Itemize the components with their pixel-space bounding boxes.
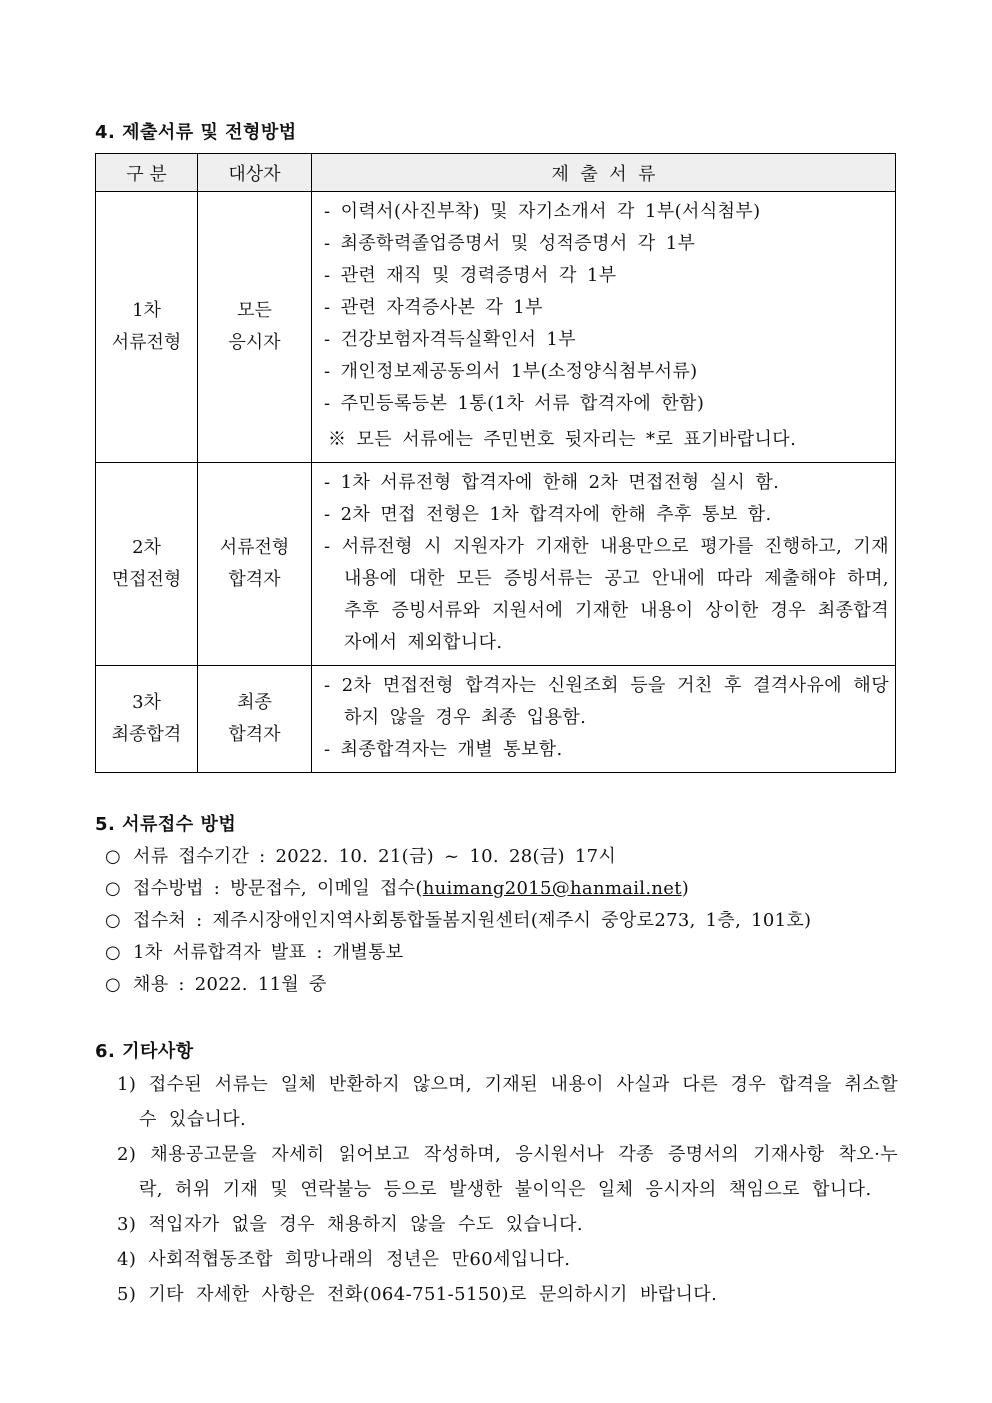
stage-label: 2차: [132, 537, 161, 558]
documents-cell: [312, 463, 896, 666]
stage-cell: [96, 463, 198, 666]
document-item: - 서류전형 시 지원자가 기재한 내용만으로 평가를 진행하고, 기재 내용에 대한 모든 증빙서류는 공고 안내에 따라 제출해야 하며, 추후 증빙서류와 지원서에 기재한 내용이 상이한 경우 최종합격자에서 제외합니다.: [324, 536, 889, 653]
list-item: 5) 기타 자세한 사항은 전화(064-751-5150)로 문의하시기 바랍니다.: [117, 1284, 718, 1305]
document-item: - 이력서(사진부착) 및 자기소개서 각 1부(서식첨부): [324, 201, 761, 222]
target-label: 응시자: [228, 332, 281, 353]
target-cell: [198, 463, 312, 666]
list-item-text: 서류 접수기간 : 2022. 10. 21(금) ~ 10. 28(금) 17시: [133, 846, 617, 867]
list-item: 4) 사회적협동조합 희망나래의 정년은 만60세입니다.: [117, 1249, 571, 1270]
target-label: 합격자: [228, 569, 281, 590]
document-item: - 최종합격자는 개별 통보함.: [324, 739, 563, 760]
target-label: 서류전형: [219, 537, 290, 558]
document-item: - 2차 면접 전형은 1차 합격자에 한해 추후 통보 함.: [324, 504, 772, 525]
table-header-row: [96, 154, 896, 192]
stage-cell: [96, 666, 198, 773]
target-label: 모든: [237, 300, 272, 321]
list-item: 3) 적입자가 없을 경우 채용하지 않을 수도 있습니다.: [117, 1214, 584, 1235]
table-row-stage1: [96, 192, 896, 463]
circle-bullet-icon: ○: [105, 910, 122, 931]
document-item: - 관련 자격증사본 각 1부: [324, 297, 543, 318]
list-item: [105, 905, 811, 937]
circle-bullet-icon: ○: [105, 942, 122, 963]
target-cell: [198, 666, 312, 773]
documents-table: [95, 153, 896, 773]
document-item: - 개인정보제공동의서 1부(소정양식첨부서류): [324, 361, 698, 382]
header-category: 구 분: [96, 154, 198, 192]
list-item-text: 1차 서류합격자 발표 : 개별통보: [133, 942, 404, 963]
header-documents: 제 출 서 류: [312, 154, 896, 192]
document-item: - 주민등록등본 1통(1차 서류 합격자에 한함): [324, 393, 705, 414]
section6-title: 6. 기타사항: [95, 1041, 194, 1062]
email-link[interactable]: huimang2015@hanmail.net: [422, 878, 682, 899]
document-item: - 1차 서류전형 합격자에 한해 2차 면접전형 실시 함.: [324, 472, 780, 493]
document-item: - 최종학력졸업증명서 및 성적증명서 각 1부: [324, 233, 696, 254]
circle-bullet-icon: ○: [105, 974, 122, 995]
stage-label: 최종합격: [111, 724, 182, 745]
stage-label: 면접전형: [111, 569, 182, 590]
list-item: 1) 접수된 서류는 일체 반환하지 않으며, 기재된 내용이 사실과 다른 경우 합격을 취소할 수 있습니다.: [117, 1074, 898, 1130]
stage-label: 서류전형: [111, 332, 182, 353]
documents-cell: [312, 192, 896, 463]
header-target: 대상자: [198, 154, 312, 192]
list-item: [105, 937, 811, 969]
stage-label: 3차: [132, 692, 161, 713]
circle-bullet-icon: ○: [105, 846, 122, 867]
target-cell: [198, 192, 312, 463]
table-row-stage3: [96, 666, 896, 773]
stage-label: 1차: [132, 300, 161, 321]
table-row-stage2: [96, 463, 896, 666]
document-note: ※ 모든 서류에는 주민번호 뒷자리는 *로 표기바랍니다.: [328, 429, 797, 450]
circle-bullet-icon: ○: [105, 878, 122, 899]
application-method-list: [105, 841, 811, 1001]
list-item-text: 채용 : 2022. 11월 중: [133, 974, 327, 995]
list-item: [105, 969, 811, 1001]
target-label: 합격자: [228, 724, 281, 745]
list-item: 2) 채용공고문을 자세히 읽어보고 작성하며, 응시원서나 각종 증명서의 기재사항 착오·누락, 허위 기재 및 연락불능 등으로 발생한 불이익은 일체 응시자의 책임으로 합니다.: [117, 1144, 898, 1200]
document-item: - 2차 면접전형 합격자는 신원조회 등을 거친 후 결격사유에 해당하지 않을 경우 최종 입용함.: [324, 675, 889, 728]
list-item-text: ): [681, 878, 690, 899]
stage-cell: [96, 192, 198, 463]
target-label: 최종: [237, 692, 272, 713]
document-item: - 관련 재직 및 경력증명서 각 1부: [324, 265, 617, 286]
document-item: - 건강보험자격득실확인서 1부: [324, 329, 577, 350]
list-item: [105, 873, 811, 905]
list-item: [105, 841, 811, 873]
section4-title: 4. 제출서류 및 전형방법: [95, 122, 297, 143]
documents-cell: [312, 666, 896, 773]
other-notes-list: [117, 1067, 898, 1312]
section5-title: 5. 서류접수 방법: [95, 814, 237, 835]
list-item-text: 접수방법 : 방문접수, 이메일 접수(: [133, 878, 423, 899]
list-item-text: 접수처 : 제주시장애인지역사회통합돌봄지원센터(제주시 중앙로273, 1층, 101호): [133, 910, 812, 931]
